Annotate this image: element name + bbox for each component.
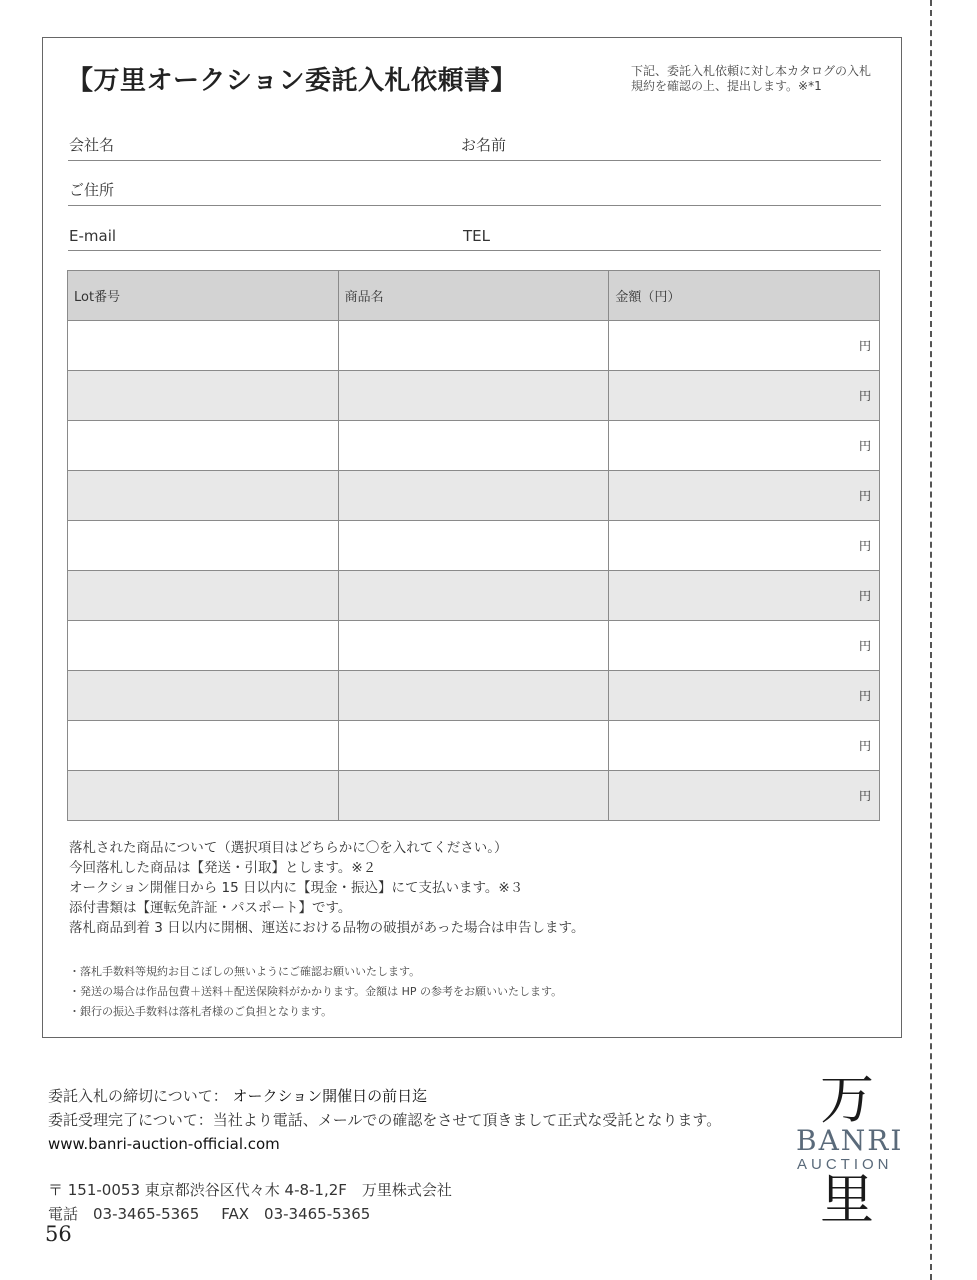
table-row (68, 621, 880, 671)
yen-label: 円 (858, 339, 871, 353)
fine-print-line: ・発送の場合は作品包費＋送料＋配送保険料がかかります。金額は HP の参考をお願いいたします。 (69, 985, 563, 998)
item-name-cell[interactable] (338, 321, 609, 371)
item-name-cell[interactable] (338, 371, 609, 421)
item-name-cell[interactable] (338, 571, 609, 621)
fine-print-line: ・銀行の振込手数料は落札者様のご負担となります。 (69, 1005, 333, 1018)
table-row (68, 721, 880, 771)
item-name-cell[interactable] (338, 421, 609, 471)
notes-block (69, 838, 584, 938)
item-name-cell[interactable] (338, 721, 609, 771)
item-name-cell[interactable] (338, 671, 609, 721)
yen-label: 円 (858, 689, 871, 703)
lot-number-cell[interactable] (68, 771, 339, 821)
note-line: 添付書類は【運転免許証・パスポート】です。 (69, 900, 352, 916)
name-label: お名前 (461, 136, 507, 154)
amount-header: 金額（円） (609, 271, 880, 321)
website-link[interactable]: www.banri-auction-official.com (48, 1135, 280, 1153)
company-label: 会社名 (69, 136, 115, 154)
amount-cell[interactable] (609, 621, 880, 671)
yen-label: 円 (858, 489, 871, 503)
table-row (68, 371, 880, 421)
logo-kanji-bottom: 里 (820, 1168, 874, 1231)
fax-number: FAX 03-3465-5365 (221, 1205, 371, 1223)
note-line: オークション開催日から 15 日以内に【現金・振込】にて支払います。※３ (69, 880, 524, 896)
table-row (68, 421, 880, 471)
address-row[interactable] (68, 169, 881, 206)
note-line: 落札された商品について（選択項目はどちらかに〇を入れてください。） (69, 840, 508, 856)
amount-cell[interactable] (609, 771, 880, 821)
deadline-label: 委託入札の締切について： (48, 1087, 228, 1105)
bid-table (67, 270, 880, 821)
lot-number-cell[interactable] (68, 621, 339, 671)
table-row (68, 521, 880, 571)
amount-cell[interactable] (609, 321, 880, 371)
email-label: E-mail (69, 227, 117, 245)
lot-number-cell[interactable] (68, 521, 339, 571)
lot-number-header: Lot番号 (68, 271, 339, 321)
company-name-row[interactable] (68, 124, 881, 161)
email-tel-row[interactable] (68, 214, 881, 251)
table-row (68, 671, 880, 721)
logo-brand: BANRI (796, 1124, 904, 1157)
amount-cell[interactable] (609, 471, 880, 521)
logo-sub: AUCTION (797, 1156, 893, 1173)
yen-label: 円 (858, 639, 871, 653)
address-label: ご住所 (69, 181, 115, 199)
fine-print-line: ・落札手数料等規約お目こぼしの無いようにご確認お願いいたします。 (69, 965, 421, 978)
footer-info (48, 1084, 721, 1156)
logo-kanji-top: 万 (820, 1068, 874, 1131)
lot-number-cell[interactable] (68, 571, 339, 621)
lot-number-cell[interactable] (68, 371, 339, 421)
table-row (68, 771, 880, 821)
yen-label: 円 (858, 389, 871, 403)
yen-label: 円 (858, 789, 871, 803)
bid-request-form (42, 37, 902, 1038)
note-line: 今回落札した商品は【発送・引取】とします。※２ (69, 860, 377, 876)
table-row (68, 571, 880, 621)
amount-cell[interactable] (609, 521, 880, 571)
item-name-cell[interactable] (338, 621, 609, 671)
form-note: 下記、委託入札依頼に対し本カタログの入札規約を確認の上、提出します。※*1 (631, 64, 872, 93)
item-name-header: 商品名 (338, 271, 609, 321)
tel-label: TEL (463, 227, 490, 245)
deadline-value: オークション開催日の前日迄 (232, 1087, 428, 1105)
banri-auction-logo (790, 1070, 914, 1230)
amount-cell[interactable] (609, 571, 880, 621)
lot-number-cell[interactable] (68, 671, 339, 721)
lot-number-cell[interactable] (68, 421, 339, 471)
contact-line (48, 1202, 452, 1226)
yen-label: 円 (858, 539, 871, 553)
postal-address: 〒 151-0053 東京都渋谷区代々木 4-8-1,2F 万里株式会社 (48, 1181, 452, 1199)
note-line: 落札商品到着 3 日以内に開梱、運送における品物の破損があった場合は申告します。 (69, 920, 585, 936)
amount-cell[interactable] (609, 721, 880, 771)
cut-line (930, 0, 932, 1280)
yen-label: 円 (858, 589, 871, 603)
item-name-cell[interactable] (338, 521, 609, 571)
yen-label: 円 (858, 739, 871, 753)
amount-cell[interactable] (609, 371, 880, 421)
fine-print (69, 962, 562, 1022)
lot-number-cell[interactable] (68, 721, 339, 771)
amount-cell[interactable] (609, 421, 880, 471)
table-row (68, 321, 880, 371)
amount-cell[interactable] (609, 671, 880, 721)
item-name-cell[interactable] (338, 471, 609, 521)
table-row (68, 471, 880, 521)
table-header-row (68, 271, 880, 321)
phone-number: 電話 03-3465-5365 (48, 1205, 200, 1223)
deadline-line (48, 1084, 721, 1108)
company-address (48, 1178, 452, 1226)
form-title: 【万里オークション委託入札依頼書】 (67, 66, 517, 96)
page-number: 56 (45, 1222, 72, 1246)
confirm-line: 委託受理完了について：当社より電話、メールでの確認をさせて頂きまして正式な受託となります。 (48, 1111, 722, 1129)
lot-number-cell[interactable] (68, 471, 339, 521)
yen-label: 円 (858, 439, 871, 453)
item-name-cell[interactable] (338, 771, 609, 821)
lot-number-cell[interactable] (68, 321, 339, 371)
